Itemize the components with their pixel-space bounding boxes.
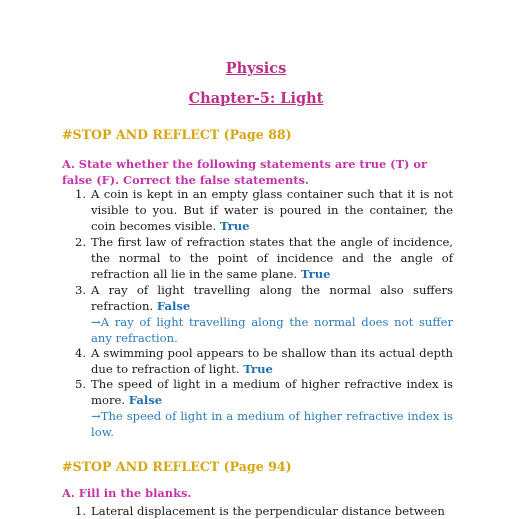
item-number: 2. xyxy=(75,235,87,249)
item-text: A ray of light travelling along the normal also suffers refraction. xyxy=(91,283,453,313)
correction-text: →The speed of light in a medium of higher refractive index is low. xyxy=(91,409,453,439)
item-text: The first law of refraction states that the angle of incidence, the normal to the point of incidence and the angle of refraction all lie in the same plane. xyxy=(91,235,453,281)
list-item xyxy=(75,234,453,282)
item-number: 5. xyxy=(75,377,87,391)
section-heading: #STOP AND REFLECT (Page 88) xyxy=(62,127,292,142)
subject-title: Physics xyxy=(225,60,287,77)
item-number: 1. xyxy=(75,504,87,518)
item-number: 1. xyxy=(75,187,87,201)
chapter-title: Chapter-5: Light xyxy=(188,90,324,107)
answer-label: True xyxy=(219,219,250,233)
list-item xyxy=(75,186,453,234)
answer-label: False xyxy=(128,393,163,407)
item-number: 3. xyxy=(75,283,87,297)
item-text: A swimming pool appears to be shallow than its actual depth due to refraction of light. xyxy=(91,346,453,376)
answer-label: True xyxy=(300,267,331,281)
item-text: Lateral displacement is the perpendicular distance between xyxy=(91,504,445,518)
list-item xyxy=(75,376,453,440)
correction-text: →A ray of light travelling along the normal does not suffer any refraction. xyxy=(91,315,453,345)
section-heading: #STOP AND REFLECT (Page 94) xyxy=(62,459,292,474)
list-item xyxy=(75,345,453,377)
list-item xyxy=(75,282,453,346)
answer-label: False xyxy=(156,299,191,313)
section-instruction: A. State whether the following statements are true (T) or false (F). Correct the false statements. xyxy=(62,157,428,187)
item-number: 4. xyxy=(75,346,87,360)
item-text: A coin is kept in an empty glass container such that it is not visible to you. But if water is poured in the container, the coin becomes visible. xyxy=(91,187,453,233)
item-text: The speed of light in a medium of higher refractive index is more. xyxy=(91,377,453,407)
section-instruction: A. Fill in the blanks. xyxy=(62,486,192,500)
list-item xyxy=(75,503,453,519)
answer-label: True xyxy=(243,362,273,376)
